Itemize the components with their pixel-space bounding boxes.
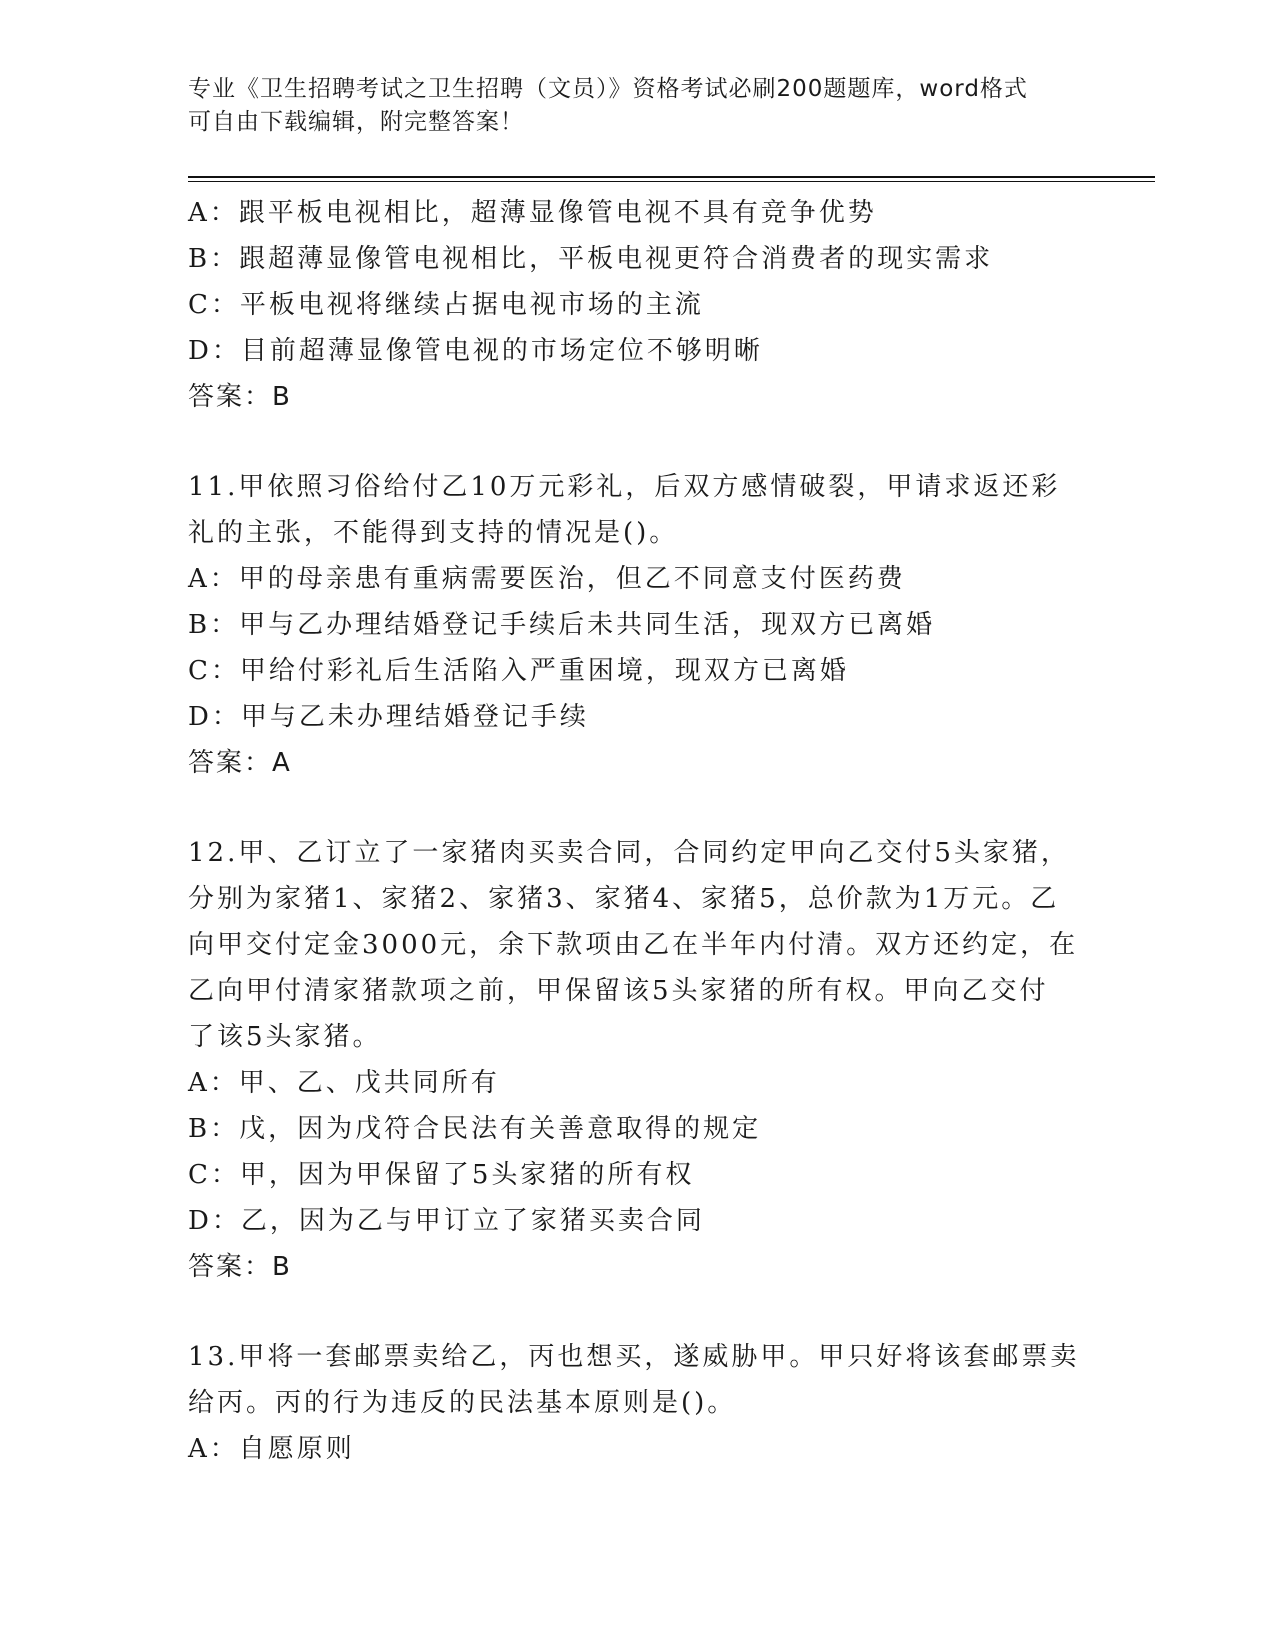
option-d: D：目前超薄显像管电视的市场定位不够明晰 [188, 336, 763, 366]
question-stem-line: 乙向甲付清家猪款项之前，甲保留该5头家猪的所有权。甲向乙交付 [188, 976, 1049, 1006]
question-stem-line: 了该5头家猪。 [188, 1022, 382, 1052]
question-stem-line: 给丙。丙的行为违反的民法基本原则是()。 [188, 1388, 737, 1418]
option-a: A：自愿原则 [188, 1434, 355, 1464]
question-stem-line: 礼的主张，不能得到支持的情况是()。 [188, 518, 679, 548]
option-a: A：甲的母亲患有重病需要医治，但乙不同意支付医药费 [188, 564, 906, 594]
option-b: B：跟超薄显像管电视相比，平板电视更符合消费者的现实需求 [188, 244, 994, 274]
option-a: A：甲、乙、戊共同所有 [188, 1068, 500, 1098]
spacer [188, 1290, 1088, 1334]
option-d: D：乙，因为乙与甲订立了家猪买卖合同 [188, 1206, 705, 1236]
spacer [188, 786, 1088, 830]
question-stem-line: 12.甲、乙订立了一家猪肉买卖合同，合同约定甲向乙交付5头家猪， [188, 838, 1070, 868]
header-divider-thick [188, 176, 1155, 178]
question-stem-line: 向甲交付定金3000元，余下款项由乙在半年内付清。双方还约定，在 [188, 930, 1079, 960]
header-divider-thin [188, 181, 1155, 182]
answer-label: 答案：B [188, 1252, 292, 1282]
option-d: D：甲与乙未办理结婚登记手续 [188, 702, 589, 732]
option-c: C：甲给付彩礼后生活陷入严重困境，现双方已离婚 [188, 656, 849, 686]
question-stem-line: 13.甲将一套邮票卖给乙，丙也想买，遂威胁甲。甲只好将该套邮票卖 [188, 1342, 1080, 1372]
option-a: A：跟平板电视相比，超薄显像管电视不具有竞争优势 [188, 198, 877, 228]
header-line-1: 专业《卫生招聘考试之卫生招聘（文员）》资格考试必刷200题题库，word格式 [188, 76, 1028, 102]
question-11 [188, 464, 1088, 786]
answer-label: 答案：A [188, 748, 292, 778]
question-13 [188, 1334, 1088, 1472]
question-12 [188, 830, 1088, 1290]
option-b: B：戊，因为戊符合民法有关善意取得的规定 [188, 1114, 762, 1144]
document-header [188, 73, 1068, 139]
header-line-2: 可自由下载编辑，附完整答案！ [188, 109, 524, 135]
option-b: B：甲与乙办理结婚登记手续后未共同生活，现双方已离婚 [188, 610, 936, 640]
question-10 [188, 190, 1088, 420]
spacer [188, 420, 1088, 464]
question-content [188, 190, 1088, 1472]
question-stem-line: 11.甲依照习俗给付乙10万元彩礼，后双方感情破裂，甲请求返还彩 [188, 472, 1061, 502]
question-stem-line: 分别为家猪1、家猪2、家猪3、家猪4、家猪5，总价款为1万元。乙 [188, 884, 1060, 914]
answer-label: 答案：B [188, 382, 292, 412]
option-c: C：平板电视将继续占据电视市场的主流 [188, 290, 704, 320]
option-c: C：甲，因为甲保留了5头家猪的所有权 [188, 1160, 695, 1190]
